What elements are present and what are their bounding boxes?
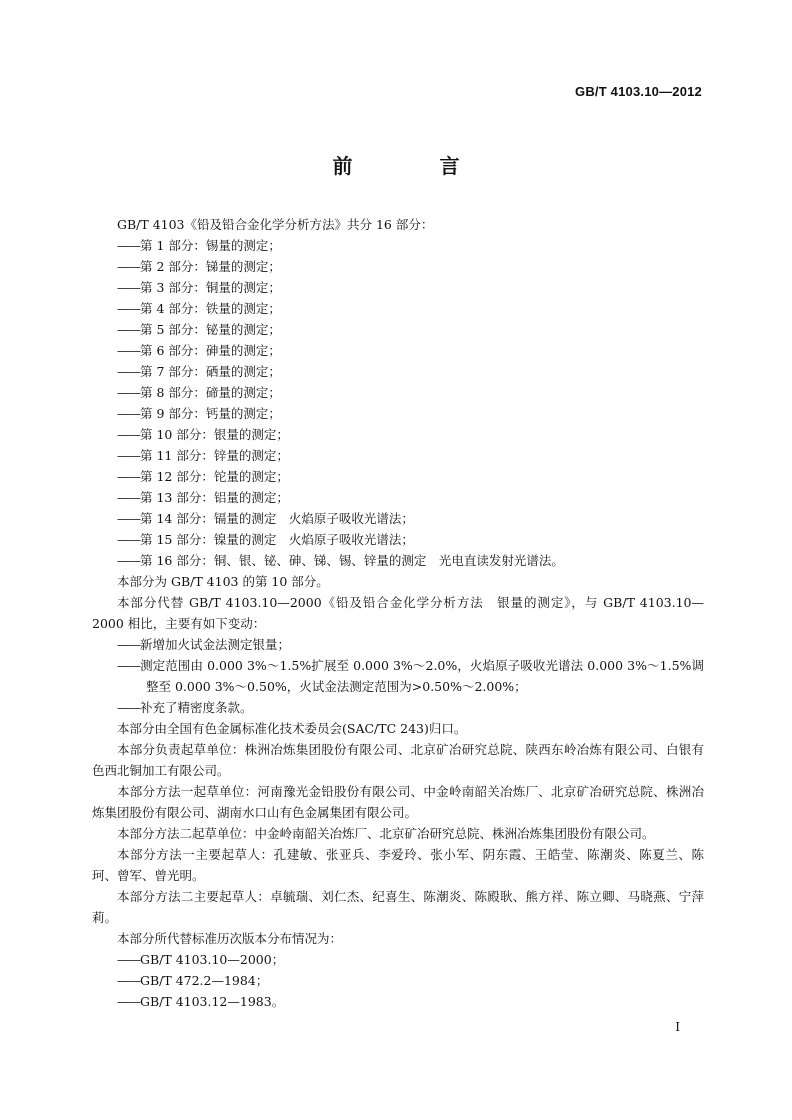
- dash-marker: ——: [117, 490, 140, 505]
- list-item: ——第 15 部分：镍量的测定 火焰原子吸收光谱法；: [117, 532, 414, 547]
- committee-paragraph: 本部分由全国有色金属标准化技术委员会(SAC/TC 243)归口。: [117, 721, 467, 736]
- list-item: ——第 7 部分：硒量的测定；: [117, 364, 281, 379]
- dash-marker: ——: [117, 364, 140, 379]
- list-item: ——第 14 部分：镉量的测定 火焰原子吸收光谱法；: [117, 511, 414, 526]
- page-number: I: [675, 1020, 680, 1034]
- list-item: ——第 12 部分：铊量的测定；: [117, 469, 289, 484]
- replace-paragraph: 本部分代替 GB/T 4103.10—2000《铅及铅合金化学分析方法 银量的测定》，与 GB/T 4103.10—2000 相比，主要有如下变动：: [92, 595, 704, 631]
- list-item: ——第 6 部分：砷量的测定；: [117, 343, 281, 358]
- list-item: ——新增加火试金法测定银量；: [117, 637, 291, 652]
- list-item: ——第 11 部分：锌量的测定；: [117, 448, 289, 463]
- dash-marker: ——: [117, 343, 140, 358]
- dash-marker: ——: [117, 637, 140, 652]
- dash-marker: ——: [117, 385, 140, 400]
- dash-marker: ——: [117, 532, 140, 547]
- foreword-body: [92, 214, 704, 1012]
- list-item: ——第 13 部分：铝量的测定；: [117, 490, 289, 505]
- method2-drafters-paragraph: 本部分方法二主要起草人：卓毓瑞、刘仁杰、纪喜生、陈潮炎、陈殿耿、熊方祥、陈立卿、马晓燕、宁萍莉。: [92, 889, 704, 925]
- method2-units-paragraph: 本部分方法二起草单位：中金岭南韶关冶炼厂、北京矿冶研究总院、株洲冶炼集团股份有限公司。: [117, 826, 655, 841]
- list-item: ——第 1 部分：锡量的测定；: [117, 238, 281, 253]
- dash-marker: ——: [117, 448, 140, 463]
- dash-marker: ——: [117, 994, 140, 1009]
- dash-marker: ——: [117, 469, 140, 484]
- history-paragraph: 本部分所代替标准历次版本分布情况为：: [117, 931, 343, 946]
- standard-code: GB/T 4103.10—2012: [575, 84, 702, 99]
- list-item: ——补充了精密度条款。: [117, 700, 253, 715]
- history-list: [92, 949, 704, 1012]
- list-item: ——第 4 部分：铁量的测定；: [117, 301, 281, 316]
- list-item: ——第 9 部分：钙量的测定；: [117, 406, 281, 421]
- method1-drafters-paragraph: 本部分方法一主要起草人：孔建敏、张亚兵、李爱玲、张小军、阴东霞、王皓莹、陈潮炎、陈夏兰、陈珂、曾军、曾光明。: [92, 847, 704, 883]
- list-item: ——第 16 部分：铜、银、铋、砷、锑、锡、锌量的测定 光电直读发射光谱法。: [117, 553, 564, 568]
- parts-list: [92, 235, 704, 571]
- list-item: ——测定范围由 0.000 3%～1.5%扩展至 0.000 3%～2.0%，火焰原子吸收光谱法 0.000 3%～1.5%调整至 0.000 3%～0.50%，火试金法测定范围为>0.50%～2.00%；: [117, 658, 704, 694]
- list-item: ——第 8 部分：碲量的测定；: [117, 385, 281, 400]
- dash-marker: ——: [117, 280, 140, 295]
- list-item: ——第 5 部分：铋量的测定；: [117, 322, 281, 337]
- dash-marker: ——: [117, 259, 140, 274]
- dash-marker: ——: [117, 700, 140, 715]
- list-item: ——GB/T 4103.10—2000；: [117, 952, 285, 967]
- list-item: ——第 10 部分：银量的测定；: [117, 427, 289, 442]
- dash-marker: ——: [117, 658, 140, 673]
- dash-marker: ——: [117, 427, 140, 442]
- drafting-units-paragraph: 本部分负责起草单位：株洲冶炼集团股份有限公司、北京矿冶研究总院、陕西东岭冶炼有限公司、白银有色西北铜加工有限公司。: [92, 742, 704, 778]
- this-part-paragraph: 本部分为 GB/T 4103 的第 10 部分。: [117, 574, 329, 589]
- dash-marker: ——: [117, 301, 140, 316]
- list-item: ——GB/T 4103.12—1983。: [117, 994, 285, 1009]
- method1-units-paragraph: 本部分方法一起草单位：河南豫光金铅股份有限公司、中金岭南韶关冶炼厂、北京矿冶研究总院、株洲冶炼集团股份有限公司、湖南水口山有色金属集团有限公司。: [92, 784, 704, 820]
- changes-list: [92, 634, 704, 718]
- dash-marker: ——: [117, 238, 140, 253]
- dash-marker: ——: [117, 553, 140, 568]
- dash-marker: ——: [117, 406, 140, 421]
- list-item: ——第 2 部分：锑量的测定；: [117, 259, 281, 274]
- dash-marker: ——: [117, 973, 140, 988]
- dash-marker: ——: [117, 952, 140, 967]
- page-title: 前 言: [332, 154, 500, 178]
- dash-marker: ——: [117, 322, 140, 337]
- list-item: ——GB/T 472.2—1984；: [117, 973, 269, 988]
- intro-paragraph: GB/T 4103《铅及铅合金化学分析方法》共分 16 部分：: [117, 217, 434, 232]
- list-item: ——第 3 部分：铜量的测定；: [117, 280, 281, 295]
- dash-marker: ——: [117, 511, 140, 526]
